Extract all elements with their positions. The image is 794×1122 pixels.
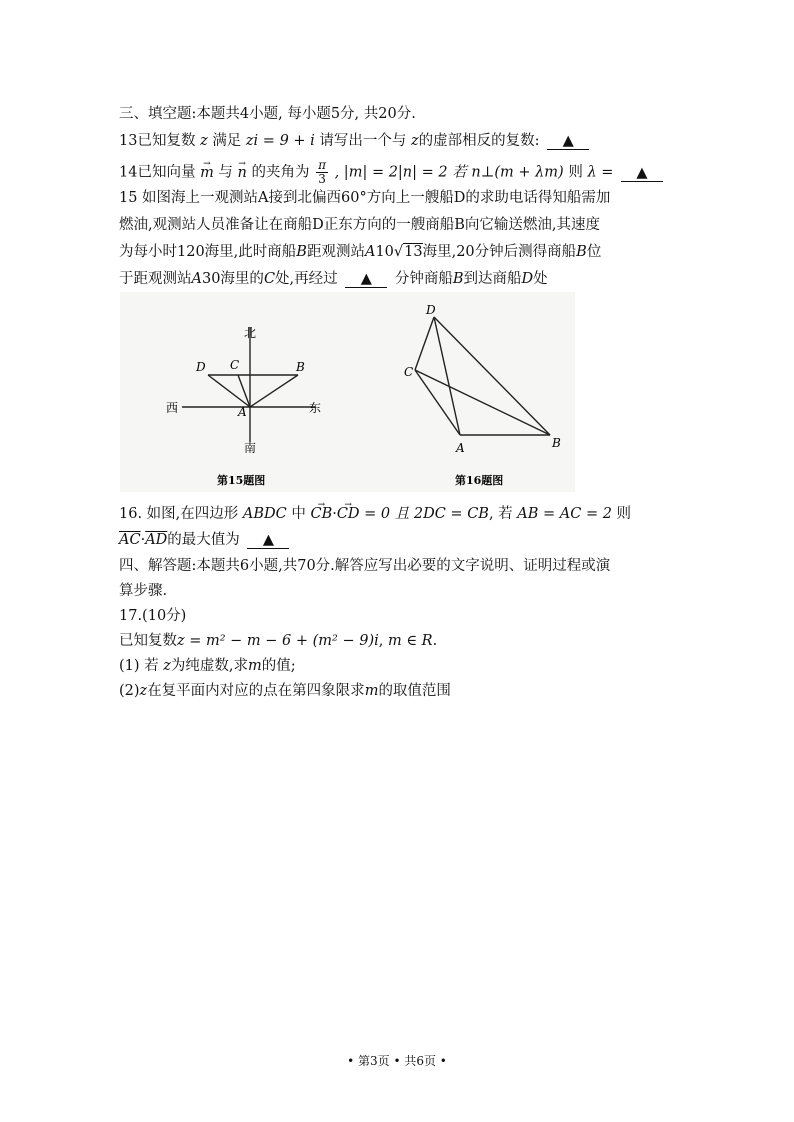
label-east: 东 — [309, 401, 322, 415]
question-17-header: 17.(10分) — [119, 608, 187, 624]
question-15-line-3: 为每小时120海里,此时商船B距观测站A10√13海里,20分钟后测得商船B位 — [119, 244, 602, 260]
label-D: D — [426, 303, 436, 317]
question-17-stem: 已知复数z = m² − m − 6 + (m² − 9)i, m ∈ R. — [119, 633, 438, 649]
question-17-part-1: (1) 若 z为纯虚数,求m的值; — [119, 658, 296, 674]
figures-svg — [120, 292, 575, 492]
question-number: 14 — [119, 164, 138, 181]
section-3-heading: 三、填空题:本题共4小题, 每小题5分, 共20分. — [119, 106, 416, 122]
label-C: C — [404, 365, 414, 379]
label-west: 西 — [165, 401, 178, 415]
label-A: A — [456, 441, 465, 455]
question-number: 13 — [119, 133, 138, 149]
figures-15-16 — [120, 292, 575, 492]
question-17-part-2: (2)z在复平面内对应的点在第四象限求m的取值范围 — [119, 683, 451, 699]
figure-15 — [166, 326, 321, 487]
question-15-line-1: 15 如图海上一观测站A接到北偏西60°方向上一艘船D的求助电话得知船需加 — [119, 190, 611, 206]
answer-blank[interactable]: ▲ — [247, 532, 289, 549]
question-16-line-2: $\overline{AC}\cdot\overline{AD}$的最大值为 ▲ — [119, 530, 292, 550]
question-15-line-4: 于距观测站A30海里的C处,再经过 ▲ 分钟商船B到达商船D处 — [119, 271, 548, 287]
figure-16 — [404, 303, 561, 487]
page-footer — [0, 1052, 794, 1069]
question-16-line-1: 16. 如图,在四边形 ABDC 中 → CB·→ CD = 0 且 2DC = CB, 若 AB = AC = 2 则 — [119, 504, 631, 524]
label-south: 南 — [244, 441, 257, 455]
figure-16-caption: 第16题图 — [455, 474, 504, 487]
section-4-heading-line-2: 算步骤. — [119, 583, 168, 599]
label-B: B — [552, 436, 561, 450]
segment-DB — [434, 317, 550, 435]
figure-15-caption: 第15题图 — [217, 474, 266, 487]
segment-BA — [250, 375, 298, 407]
fraction-pi-over-3: $\frac{\pi}{3}$ — [318, 158, 326, 186]
label-north: 北 — [244, 326, 257, 340]
section-4-heading-line-1: 四、解答题:本题共6小题,共70分.解答应写出必要的文字说明、证明过程或演 — [119, 558, 611, 574]
label-B: B — [296, 360, 305, 374]
segment-CB — [415, 370, 550, 435]
page-number: • 第3页 • 共6页 • — [347, 1054, 447, 1068]
question-13: 13已知复数 z 满足 zi = 9 + i 请写出一个与 z的虚部相反的复数: ▲ — [119, 131, 592, 151]
question-15-line-2: 燃油,观测站人员准备让在商船D正东方向的一艘商船B向它输送燃油,其速度 — [119, 217, 600, 233]
segment-DC — [415, 317, 434, 370]
label-A: A — [238, 405, 247, 419]
answer-blank[interactable]: ▲ — [621, 165, 663, 182]
question-14: 14已知向量 → m 与 → n 的夹角为 $\frac{\pi}{3}$ , |m| = 2|n| = 2 若 n⊥(m + λm) 则 λ = ▲ — [119, 159, 666, 186]
label-D: D — [196, 360, 206, 374]
label-C: C — [230, 358, 240, 372]
answer-blank[interactable]: ▲ — [547, 133, 589, 150]
answer-blank[interactable]: ▲ — [345, 271, 387, 288]
